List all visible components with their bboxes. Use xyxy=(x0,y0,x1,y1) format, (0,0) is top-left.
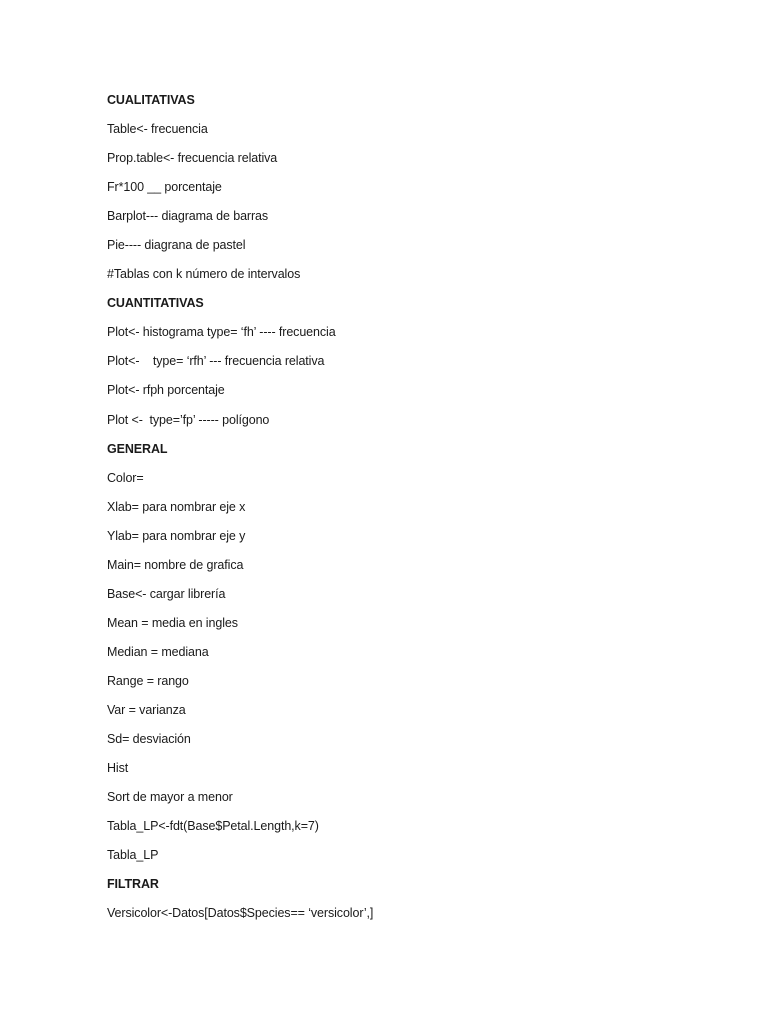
text-line: Table<- frecuencia xyxy=(107,122,208,137)
text-line: Sort de mayor a menor xyxy=(107,790,233,805)
text-line: Plot <- type=’fp’ ----- polígono xyxy=(107,412,270,427)
text-line: Prop.table<- frecuencia relativa xyxy=(107,151,278,166)
section-heading: CUALITATIVAS xyxy=(107,93,195,107)
section-heading: CUANTITATIVAS xyxy=(107,296,204,311)
text-line: Mean = media en ingles xyxy=(107,615,238,630)
text-line: Plot<- histograma type= ‘fh’ ---- frecuencia xyxy=(107,325,336,340)
text-line: #Tablas con k número de intervalos xyxy=(107,267,301,282)
text-line: Barplot--- diagrama de barras xyxy=(107,209,269,224)
text-line: Tabla_LP xyxy=(107,848,159,863)
section-heading: FILTRAR xyxy=(107,877,159,892)
text-line: Median = mediana xyxy=(107,644,209,659)
text-line: Range = rango xyxy=(107,673,189,688)
text-line: Tabla_LP<-fdt(Base$Petal.Length,k=7) xyxy=(107,819,319,834)
text-line: Plot<- type= ‘rfh’ --- frecuencia relativa xyxy=(107,354,325,369)
text-line: Base<- cargar librería xyxy=(107,586,226,601)
text-line: Sd= desviación xyxy=(107,732,191,747)
text-line: Var = varianza xyxy=(107,702,186,717)
text-line: Ylab= para nombrar eje y xyxy=(107,528,246,543)
text-line: Pie---- diagrana de pastel xyxy=(107,238,246,253)
text-line: Main= nombre de grafica xyxy=(107,557,244,572)
text-line: Xlab= para nombrar eje x xyxy=(107,499,246,514)
text-line: Hist xyxy=(107,761,129,776)
text-line: Color= xyxy=(107,470,144,485)
text-line: Plot<- rfph porcentaje xyxy=(107,383,225,398)
section-heading: GENERAL xyxy=(107,441,168,456)
text-line: Versicolor<-Datos[Datos$Species== ‘versicolor’,] xyxy=(107,906,374,921)
text-line: Fr*100 __ porcentaje xyxy=(107,180,222,195)
document-body xyxy=(107,91,727,933)
